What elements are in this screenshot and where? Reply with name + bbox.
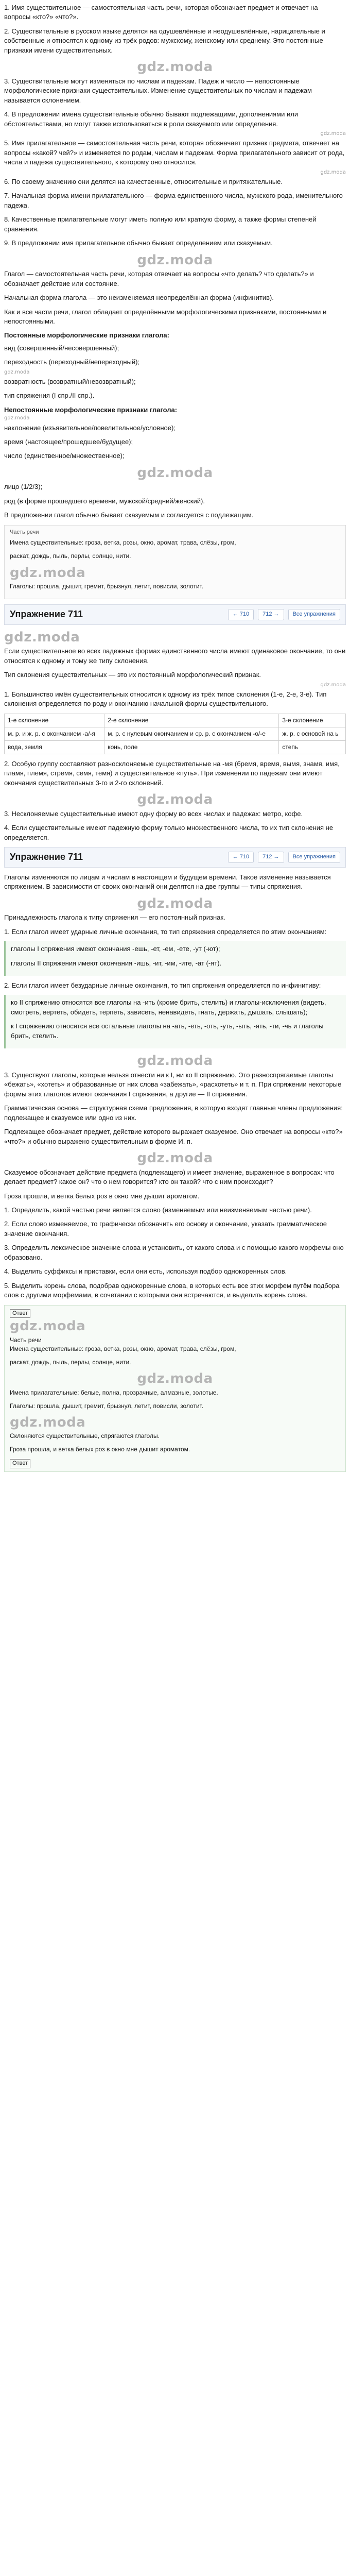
paragraph: 7. Начальная форма имени прилагательного — форма единственного числа, мужского рода, именительного падежа. xyxy=(4,192,343,209)
paragraph: Начальная форма глагола — это неизменяемая неопределённая форма (инфинитив). xyxy=(4,294,274,302)
paragraph: 4. Выделить суффиксы и приставки, если они есть, используя подбор однокоренных слов. xyxy=(4,1267,287,1276)
next-exercise-button[interactable]: 712 → xyxy=(258,609,284,620)
list-item: наклонение (изъявительное/повелительное/условное); xyxy=(4,423,176,432)
paragraph: Сказуемое обозначает действие предмета (подлежащего) и имеет значение, выраженное в вопросах: что делает предмет? какое он? что о нем говорится? кто он такой? что с ним происходит? xyxy=(4,1168,335,1186)
paragraph: 2. Если глагол имеет безударные личные окончания, то тип спряжения определяется по инфинитиву: xyxy=(4,981,321,989)
box-caption: Часть речи xyxy=(10,529,39,535)
watermark: gdz.moda xyxy=(10,565,86,581)
list-item: ко II спряжению относятся все глаголы на -ить (кроме брить, стелить) и глаголы-исключения (видеть, смотреть, вертеть, обидеть, терпеть, зависеть, ненавидеть, гнать, держать, дышать, слышать); xyxy=(11,998,326,1016)
watermark: gdz.moda xyxy=(137,895,213,911)
paragraph: 1. Имя существительное — самостоятельная часть речи, которая обозначает предмет и отвечает на вопросы «кто?» «что?». xyxy=(4,4,318,21)
highlight-block xyxy=(4,995,346,1048)
paragraph: Глаголы изменяются по лицам и числам в настоящем и будущем времени. Такое изменение называется спряжением. В зависимости от своих окончаний они делятся на две группы — типы спряжения. xyxy=(4,873,331,891)
table-header: 2-е склонение xyxy=(104,714,279,727)
answer-block xyxy=(4,1305,346,1472)
table-cell: ж. р. с основой на ь xyxy=(279,727,346,740)
table-header: 3-е склонение xyxy=(279,714,346,727)
paragraph: 3. Несклоняемые существительные имеют одну форму во всех числах и падежах: метро, кофе. xyxy=(4,809,303,818)
table-cell: конь, поле xyxy=(104,740,279,754)
paragraph: Принадлежность глагола к типу спряжения — его постоянный признак. xyxy=(4,913,225,922)
watermark: gdz.moda xyxy=(137,1053,213,1069)
watermark: gdz.moda xyxy=(137,1370,213,1386)
example-box xyxy=(4,525,346,599)
paragraph: 5. Имя прилагательное — самостоятельная часть речи, которая обозначает признак предмета, отвечает на вопросы «какой? чей?» и изменяется по родам, числам и падежам. Форма прилагательного зависит от рода, числа и падежа существительного, к которому оно относится. xyxy=(4,139,345,166)
example-sentence: Гроза прошла, и ветка белых роз в окно мне дышит ароматом. xyxy=(4,1192,200,1200)
watermark-small: gdz.moda xyxy=(320,682,346,688)
exercise-nav xyxy=(4,604,346,625)
watermark-small: gdz.moda xyxy=(4,415,30,421)
exercise-title: Упражнение 711 xyxy=(10,609,83,620)
paragraph: Глагол — самостоятельная часть речи, которая отвечает на вопросы «что делать? что сделать?» и обозначает действие или состояние. xyxy=(4,270,314,287)
table-cell: степь xyxy=(279,740,346,754)
section-heading: Постоянные морфологические признаки глагола: xyxy=(4,331,169,340)
paragraph: 4. В предложении имена существительные обычно бывают подлежащими, дополнениями или обстоятельствами, но могут также использоваться в роли сказуемого или определения. xyxy=(4,110,299,128)
list-item: род (в форме прошедшего времени, мужской/средний/женский). xyxy=(4,497,205,505)
answer-tag: Ответ xyxy=(10,1459,30,1468)
paragraph: 2. Если слово изменяемое, то графически обозначить его основу и окончание, указать грамматическое значение окончания. xyxy=(4,1220,327,1238)
watermark: gdz.moda xyxy=(137,1150,213,1166)
paragraph: 4. Если существительные имеют падежную форму только множественного числа, то их тип склонения не определяется. xyxy=(4,824,334,841)
exercise-title: Упражнение 711 xyxy=(10,852,83,862)
paragraph: Как и все части речи, глагол обладает определёнными морфологическими признаками, постоянными и непостоянными. xyxy=(4,308,327,325)
exercise-nav xyxy=(4,847,346,868)
paragraph: В предложении глагол обычно бывает сказуемым и согласуется с подлежащим. xyxy=(4,511,254,519)
box-line: раскат, дождь, пыль, перлы, солнце, нити. xyxy=(10,552,131,560)
all-exercises-button[interactable]: Все упражнения xyxy=(288,852,340,863)
table-cell: м. р. с нулевым окончанием и ср. р. с окончанием -о/-е xyxy=(104,727,279,740)
watermark: gdz.moda xyxy=(137,792,213,808)
watermark-small: gdz.moda xyxy=(320,131,346,137)
watermark: gdz.moda xyxy=(10,1318,86,1334)
box-caption: Часть речи xyxy=(10,1336,42,1344)
list-item: глаголы II спряжения имеют окончания -ишь, -ит, -им, -ите, -ат (-ят). xyxy=(11,959,222,967)
watermark-small: gdz.moda xyxy=(4,369,30,375)
prev-exercise-button[interactable]: ← 710 xyxy=(228,609,254,620)
table-cell: вода, земля xyxy=(5,740,104,754)
answer-line: Имена прилагательные: белые, полна, прозрачные, алмазные, золотые. xyxy=(10,1388,218,1396)
paragraph: Если существительное во всех падежных формах единственного числа имеют одинаковое окончание, то они относятся к одному и тому же типу склонения. xyxy=(4,647,346,665)
highlight-block xyxy=(4,941,346,976)
paragraph: 2. Существительные в русском языке делятся на одушевлённые и неодушевлённые, нарицательные и собственные и относятся к одному из трёх родов: мужскому, женскому или среднему. Это постоянные признаки имени существительных. xyxy=(4,27,325,54)
watermark: gdz.moda xyxy=(137,252,213,268)
list-item: к I спряжению относятся все остальные глаголы на -ать, -еть, -оть, -уть, -ыть, -ять, -ти, -чь и глаголы брить, стелить. xyxy=(11,1022,324,1040)
paragraph: 2. Особую группу составляют разносклоняемые существительные на -мя (бремя, время, вымя, знамя, имя, пламя, племя, стремя, семя, темя) и существительное «путь». При изменении по падежам они имеют окончания существительных 3-го и 2-го склонений. xyxy=(4,759,340,787)
prev-exercise-button[interactable]: ← 710 xyxy=(228,852,254,863)
table-cell: м. р. и ж. р. с окончанием -а/-я xyxy=(5,727,104,740)
answer-line: Имена существительные: гроза, ветка, розы, окно, аромат, трава, слёзы, гром, xyxy=(10,1345,236,1352)
watermark-small: gdz.moda xyxy=(320,169,346,175)
answer-line: Глаголы: прошла, дышит, гремит, брызнул, летит, повисли, золотит. xyxy=(10,1402,204,1410)
table-header: 1-е склонение xyxy=(5,714,104,727)
list-item: переходность (переходный/непереходный); xyxy=(4,358,140,366)
paragraph: Подлежащее обозначает предмет, действие которого выражает сказуемое. Оно отвечает на вопросы «кто?» «что?» и обычно выражено существительным в форме И. п. xyxy=(4,1128,343,1145)
paragraph: 8. Качественные прилагательные могут иметь полную или краткую форму, а также формы степеней сравнения. xyxy=(4,215,317,233)
all-exercises-button[interactable]: Все упражнения xyxy=(288,609,340,620)
paragraph: 5. Выделить корень слова, подобрав однокоренные слова, в которых есть все этих морфем путём подбора слов с другими морфемами, в сочетании с которыми они встречаются, и выделить корень слова. xyxy=(4,1281,340,1299)
box-line: Глаголы: прошла, дышит, гремит, брызнул, летит, повисли, золотит. xyxy=(10,583,204,590)
paragraph: 6. По своему значению они делятся на качественные, относительные и притяжательные. xyxy=(4,177,283,185)
paragraph: Тип склонения существительных — это их постоянный морфологический признак. xyxy=(4,671,261,679)
answer-tag: Ответ xyxy=(10,1309,30,1318)
paragraph: Грамматическая основа — структурная схема предложения, в которую входят главные члены предложения: подлежащее и сказуемое или одно из них. xyxy=(4,1104,343,1122)
box-line: Имена существительные: гроза, ветка, розы, окно, аромат, трава, слёзы, гром, xyxy=(10,539,236,547)
paragraph: 3. Существительные могут изменяться по числам и падежам. Падеж и число — непостоянные морфологические признаки существительных. Изменение существительных по числам и падежам называется склонением. xyxy=(4,77,312,104)
paragraph: 1. Если глагол имеет ударные личные окончания, то тип спряжения определяется по этим окончаниям: xyxy=(4,927,327,936)
list-item: тип спряжения (I спр./II спр.). xyxy=(4,392,95,400)
watermark: gdz.moda xyxy=(4,629,80,645)
declension-table xyxy=(4,714,346,754)
answer-line: Склоняются существительные, спрягаются глаголы. xyxy=(10,1432,160,1440)
watermark: gdz.moda xyxy=(137,465,213,481)
paragraph: 1. Большинство имён существительных относится к одному из трёх типов склонения (1-е, 2-е, 3-е). Тип склонения определяется по роду и окончанию начальной формы существительного. xyxy=(4,690,327,708)
list-item: вид (совершенный/несовершенный); xyxy=(4,344,119,352)
paragraph: 1. Определить, какой частью речи является слово (изменяемым или неизменяемым частью речи). xyxy=(4,1206,312,1214)
list-item: число (единственное/множественное); xyxy=(4,452,125,460)
watermark: gdz.moda xyxy=(10,1414,86,1430)
section-heading: Непостоянные морфологические признаки глагола: xyxy=(4,405,178,414)
watermark: gdz.moda xyxy=(137,59,213,75)
next-exercise-button[interactable]: 712 → xyxy=(258,852,284,863)
answer-line: раскат, дождь, пыль, перлы, солнце, нити. xyxy=(10,1358,131,1366)
list-item: время (настоящее/прошедшее/будущее); xyxy=(4,437,133,446)
answer-line: Гроза прошла, и ветка белых роз в окно мне дышит ароматом. xyxy=(10,1446,190,1453)
paragraph: 3. Существуют глаголы, которые нельзя отнести ни к I, ни ко II спряжению. Это разноспрягаемые глаголы «бежать», «хотеть» и образованные от них слова «забежать», «расхотеть» и т. п. При спряжении некоторые формы этих глаголов имеют окончания I спряжения, а другие — II спряжения. xyxy=(4,1071,342,1098)
list-item: возвратность (возвратный/невозвратный); xyxy=(4,377,136,385)
paragraph: 3. Определить лексическое значение слова и установить, от какого слова и с помощью какого морфемы оно образовано. xyxy=(4,1244,344,1261)
paragraph: 9. В предложении имя прилагательное обычно бывает определением или сказуемым. xyxy=(4,239,273,247)
list-item: глаголы I спряжения имеют окончания -ешь, -ет, -ем, -ете, -ут (-ют); xyxy=(11,945,220,953)
list-item: лицо (1/2/3); xyxy=(4,483,43,491)
